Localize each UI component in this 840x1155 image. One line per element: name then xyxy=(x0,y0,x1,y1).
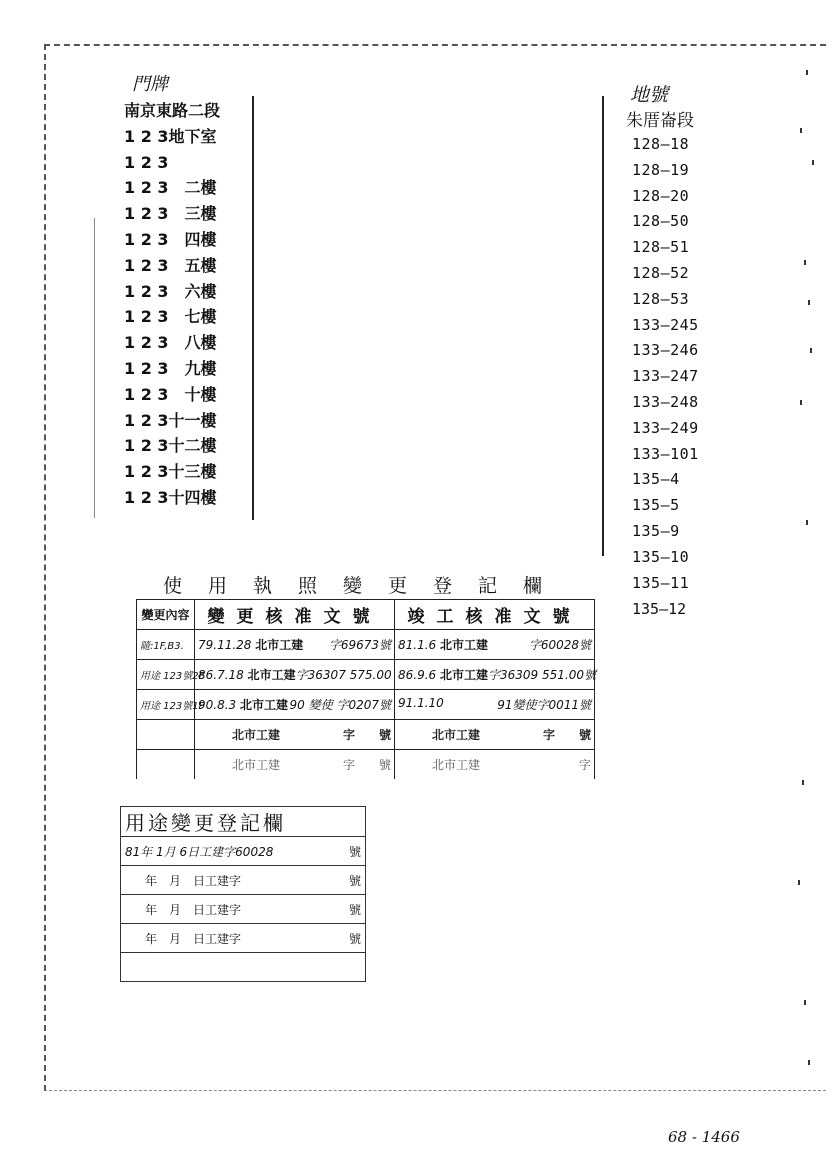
table-row xyxy=(121,837,366,866)
address-item: 南京東路二段 xyxy=(124,101,221,120)
completion-approval-cell xyxy=(395,660,595,690)
use-row-suffix: 號 xyxy=(348,844,361,859)
table-row xyxy=(121,866,366,895)
completion-number: 字 號 xyxy=(543,728,592,742)
land-item: 135—9 xyxy=(632,521,680,540)
scan-speck xyxy=(798,880,800,885)
land-item: 128—51 xyxy=(632,238,690,257)
table-row xyxy=(121,924,366,953)
scan-speck xyxy=(802,780,804,785)
scan-speck xyxy=(812,160,814,165)
land-divider-line xyxy=(602,96,604,556)
approval-date: 90.8.3 xyxy=(198,698,237,712)
use-row-suffix: 號 xyxy=(348,902,361,917)
use-row-text: 年 月 日工建字 xyxy=(145,931,242,946)
address-divider-line xyxy=(252,96,254,520)
land-item: 128—50 xyxy=(632,212,690,231)
change-content: 用途 123號1F xyxy=(137,690,195,720)
scan-speck xyxy=(806,520,808,525)
scan-speck xyxy=(808,300,810,305)
scan-speck xyxy=(808,1060,810,1065)
land-item: 135—10 xyxy=(632,547,690,566)
completion-date: 81.1.6 xyxy=(398,638,437,652)
use-table-title: 用途變更登記欄 xyxy=(121,807,366,837)
table-row xyxy=(137,660,595,690)
scan-speck xyxy=(804,260,806,265)
change-content xyxy=(137,720,195,750)
table-row xyxy=(121,895,366,924)
change-approval-cell xyxy=(195,750,395,780)
page-number: 68 - 1466 xyxy=(668,1128,740,1146)
land-item: 135—5 xyxy=(632,496,680,515)
use-row-text: 81年 1月 6日工建字60028 xyxy=(125,844,274,859)
completion-date: 86.9.6 xyxy=(398,668,437,682)
land-item-last: 135—12 xyxy=(632,600,687,618)
address-item: 1 2 3 二樓 xyxy=(124,178,217,198)
scan-speck xyxy=(810,348,812,353)
land-item: 128—52 xyxy=(632,263,690,282)
approval-prefix: 北市工建 xyxy=(255,638,304,652)
completion-prefix: 北市工建 xyxy=(432,758,481,772)
approval-date: 79.11.28 xyxy=(198,638,252,652)
scan-speck xyxy=(804,1000,806,1005)
table-row xyxy=(137,750,595,780)
address-item: 1 2 3 四樓 xyxy=(124,229,217,249)
approval-prefix: 北市工建 xyxy=(232,758,281,772)
header-completion-approval: 竣工核准文號 xyxy=(395,600,595,630)
address-item: 1 2 3 六樓 xyxy=(124,281,217,301)
change-approval-cell xyxy=(195,660,395,690)
completion-date: 91.1.10 xyxy=(398,696,444,710)
table-row xyxy=(137,630,595,660)
completion-approval-cell xyxy=(395,720,595,750)
change-content: 用途 123號2F xyxy=(137,660,195,690)
land-list xyxy=(632,132,699,596)
address-item: 1 2 3十二樓 xyxy=(124,436,217,456)
land-item: 133—247 xyxy=(632,367,699,386)
use-row-suffix: 號 xyxy=(348,931,361,946)
approval-number: 字 號 xyxy=(342,758,391,772)
address-item: 1 2 3 八樓 xyxy=(124,333,217,353)
land-item: 133—248 xyxy=(632,392,699,411)
completion-approval-cell xyxy=(395,750,595,780)
completion-number: 字60028號 xyxy=(528,638,592,652)
address-item: 1 2 3 九樓 xyxy=(124,358,217,378)
scan-speck xyxy=(800,400,802,405)
approval-number: 字36307 575.00 xyxy=(295,668,392,682)
land-item: 128—53 xyxy=(632,289,690,308)
change-approval-cell xyxy=(195,630,395,660)
completion-approval-cell xyxy=(395,630,595,660)
approval-prefix: 北市工建 xyxy=(247,668,296,682)
land-item: 133—101 xyxy=(632,444,699,463)
address-item: 1 2 3 七樓 xyxy=(124,307,217,327)
use-row-suffix: 號 xyxy=(348,873,361,888)
approval-date: 86.7.18 xyxy=(198,668,244,682)
license-change-table xyxy=(136,570,594,779)
address-item: 1 2 3十四樓 xyxy=(124,487,217,507)
address-item: 1 2 3 五樓 xyxy=(124,255,217,275)
land-item: 133—245 xyxy=(632,315,699,334)
scan-speck xyxy=(800,128,802,133)
completion-prefix: 北市工建 xyxy=(440,638,489,652)
approval-prefix: 北市工建 xyxy=(240,698,289,712)
completion-prefix: 北市工建 xyxy=(432,728,481,742)
land-item: 128—19 xyxy=(632,160,690,179)
use-row-text: 年 月 日工建字 xyxy=(145,902,242,917)
land-section: 朱厝崙段 xyxy=(626,111,694,131)
license-table-title: 使用執照變更登記欄 xyxy=(137,570,595,600)
address-heading: 門牌 xyxy=(132,74,168,95)
land-heading: 地號 xyxy=(630,84,669,106)
approval-prefix: 北市工建 xyxy=(232,728,281,742)
change-content xyxy=(137,750,195,780)
land-item: 128—20 xyxy=(632,186,690,205)
completion-number: 字36309 551.00號 xyxy=(488,668,596,682)
header-change-content: 變更內容 xyxy=(137,600,195,630)
approval-number: 90 變使 字0207號 xyxy=(289,698,391,712)
land-item: 128—18 xyxy=(632,135,690,153)
approval-number: 字69673號 xyxy=(328,638,391,652)
margin-line xyxy=(94,218,95,518)
land-item: 135—4 xyxy=(632,470,680,489)
use-row-text: 年 月 日工建字 xyxy=(145,873,242,888)
table-row xyxy=(137,690,595,720)
use-change-table xyxy=(120,806,366,982)
header-change-approval: 變更核准文號 xyxy=(195,600,395,630)
completion-prefix: 北市工建 xyxy=(440,668,489,682)
land-item: 135—11 xyxy=(632,573,690,592)
approval-number: 字 號 xyxy=(342,728,391,742)
address-list xyxy=(124,98,220,511)
address-item: 1 2 3十一樓 xyxy=(124,410,217,430)
completion-number: 字 xyxy=(579,758,592,772)
completion-number: 91變使字0011號 xyxy=(497,698,592,712)
address-item: 1 2 3 三樓 xyxy=(124,204,217,224)
scan-speck xyxy=(806,70,808,75)
completion-approval-cell xyxy=(395,690,595,720)
change-approval-cell xyxy=(195,690,395,720)
address-item: 1 2 3 十樓 xyxy=(124,384,217,404)
table-row xyxy=(121,953,366,982)
land-item: 133—249 xyxy=(632,418,699,437)
address-item: 1 2 3地下室 xyxy=(124,126,217,146)
address-item: 1 2 3十三樓 xyxy=(124,462,217,482)
address-item: 1 2 3 xyxy=(124,152,169,172)
change-approval-cell xyxy=(195,720,395,750)
land-item: 133—246 xyxy=(632,341,699,360)
change-content: 隨:1F,B3. xyxy=(137,630,195,660)
table-row xyxy=(137,720,595,750)
